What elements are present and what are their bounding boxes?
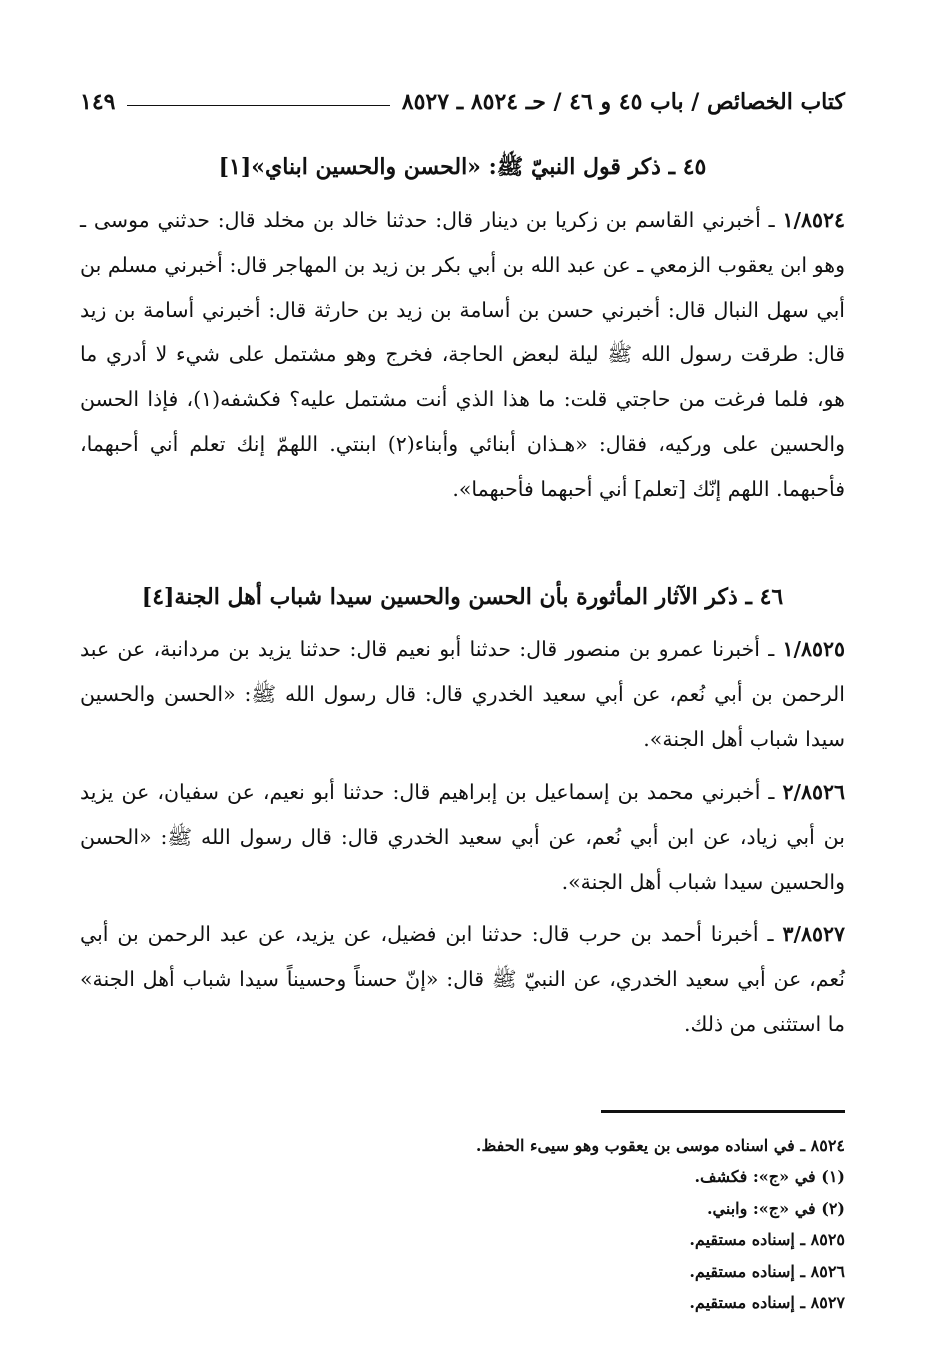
hadith-text: ـ أخبرنا عمرو بن منصور قال: حدثنا أبو نعيم قال: حدثنا يزيد بن مردانبة، عن عبد الرحمن بن أبي نُعم، عن أبي سعيد الخدري قال: قال رسول الله ﷺ: «الحسن والحسين سيدا شباب أهل الجنة».: [80, 637, 845, 751]
footnote-rule: [601, 1110, 845, 1113]
hadith-8527: [80, 912, 845, 1046]
hadith-number: ٣/٨٥٢٧: [782, 922, 845, 946]
hadith-text: ـ أخبرني محمد بن إسماعيل بن إبراهيم قال: حدثنا أبو نعيم، عن سفيان، عن يزيد بن أبي زياد، عن ابن أبي نُعم، عن أبي سعيد الخدري قال: قال رسول الله ﷺ: «الحسن والحسين سيدا شباب أهل الجنة».: [80, 780, 845, 894]
hadith-number: ١/٨٥٢٥: [782, 637, 845, 661]
footnote: ٨٥٢٤ ـ في اسناده موسى بن يعقوب وهو سيىء الحفظ.: [475, 1136, 845, 1155]
footnote: ٨٥٢٦ ـ إسناده مستقيم.: [689, 1261, 845, 1281]
hadith-text: ـ أخبرنا أحمد بن حرب قال: حدثنا ابن فضيل، عن يزيد، عن عبد الرحمن بن أبي نُعم، عن أبي سعيد الخدري، عن النبيّ ﷺ قال: «إنّ حسناً وحسيناً سيدا شباب أهل الجنة» ما استثنى من ذلك.: [80, 922, 845, 1036]
page-number: ١٤٩: [80, 89, 116, 115]
footnote: ٨٥٢٥ ـ إسناده مستقيم.: [689, 1230, 845, 1250]
footnotes: [80, 1130, 845, 1318]
hadith-8525: [80, 627, 845, 761]
running-title: كتاب الخصائص / باب ٤٥ و ٤٦ / حـ ٨٥٢٤ ـ ٨٥٢٧: [401, 89, 845, 115]
hadith-text: ـ أخبرني القاسم بن زكريا بن دينار قال: حدثنا خالد بن مخلد قال: حدثني موسى ـ وهو ابن يعقوب الزمعي ـ عن عبد الله بن أبي بكر بن زيد بن المهاجر قال: أخبرني مسلم بن أبي سهل النبال قال: أخبرني حسن بن أسامة بن زيد بن حارثة قال: أخبرني أسامة بن زيد قال: طرقت رسول الله ﷺ ليلة لبعض الحاجة، فخرج وهو مشتمل على شيء لا أدري ما هو، فلما فرغت من حاجتي قلت: ما هذا الذي أنت مشتمل عليه؟ فكشفه(١)، فإذا الحسن والحسين على وركيه، فقال: «هـذان أبنائي وأبناء(٢) ابنتي. اللهمّ إنك تعلم أني أحبهما، فأحبهما. اللهم إنّك [تعلم] أني أحبهما فأحبهما».: [80, 208, 846, 501]
section-heading-46: ٤٦ ـ ذكر الآثار المأثورة بأن الحسن والحسين سيدا شباب أهل الجنة[٤]: [141, 584, 784, 610]
footnote: (١) في «ج»: فكشف.: [694, 1167, 845, 1187]
running-header: [80, 84, 845, 120]
footnote: ٨٥٢٧ ـ إسناده مستقيم.: [689, 1293, 845, 1313]
hadith-number: ٢/٨٥٢٦: [782, 780, 845, 804]
section-heading-45: ٤٥ ـ ذكر قول النبيّ ﷺ: «الحسن والحسين ابناي»[١]: [218, 154, 707, 180]
footnote: (٢) في «ج»: وابني.: [706, 1198, 845, 1218]
hadith-8524: [80, 198, 845, 512]
hadith-8526: [80, 770, 845, 904]
hadith-number: ١/٨٥٢٤: [782, 208, 845, 232]
header-rule: [127, 105, 389, 106]
